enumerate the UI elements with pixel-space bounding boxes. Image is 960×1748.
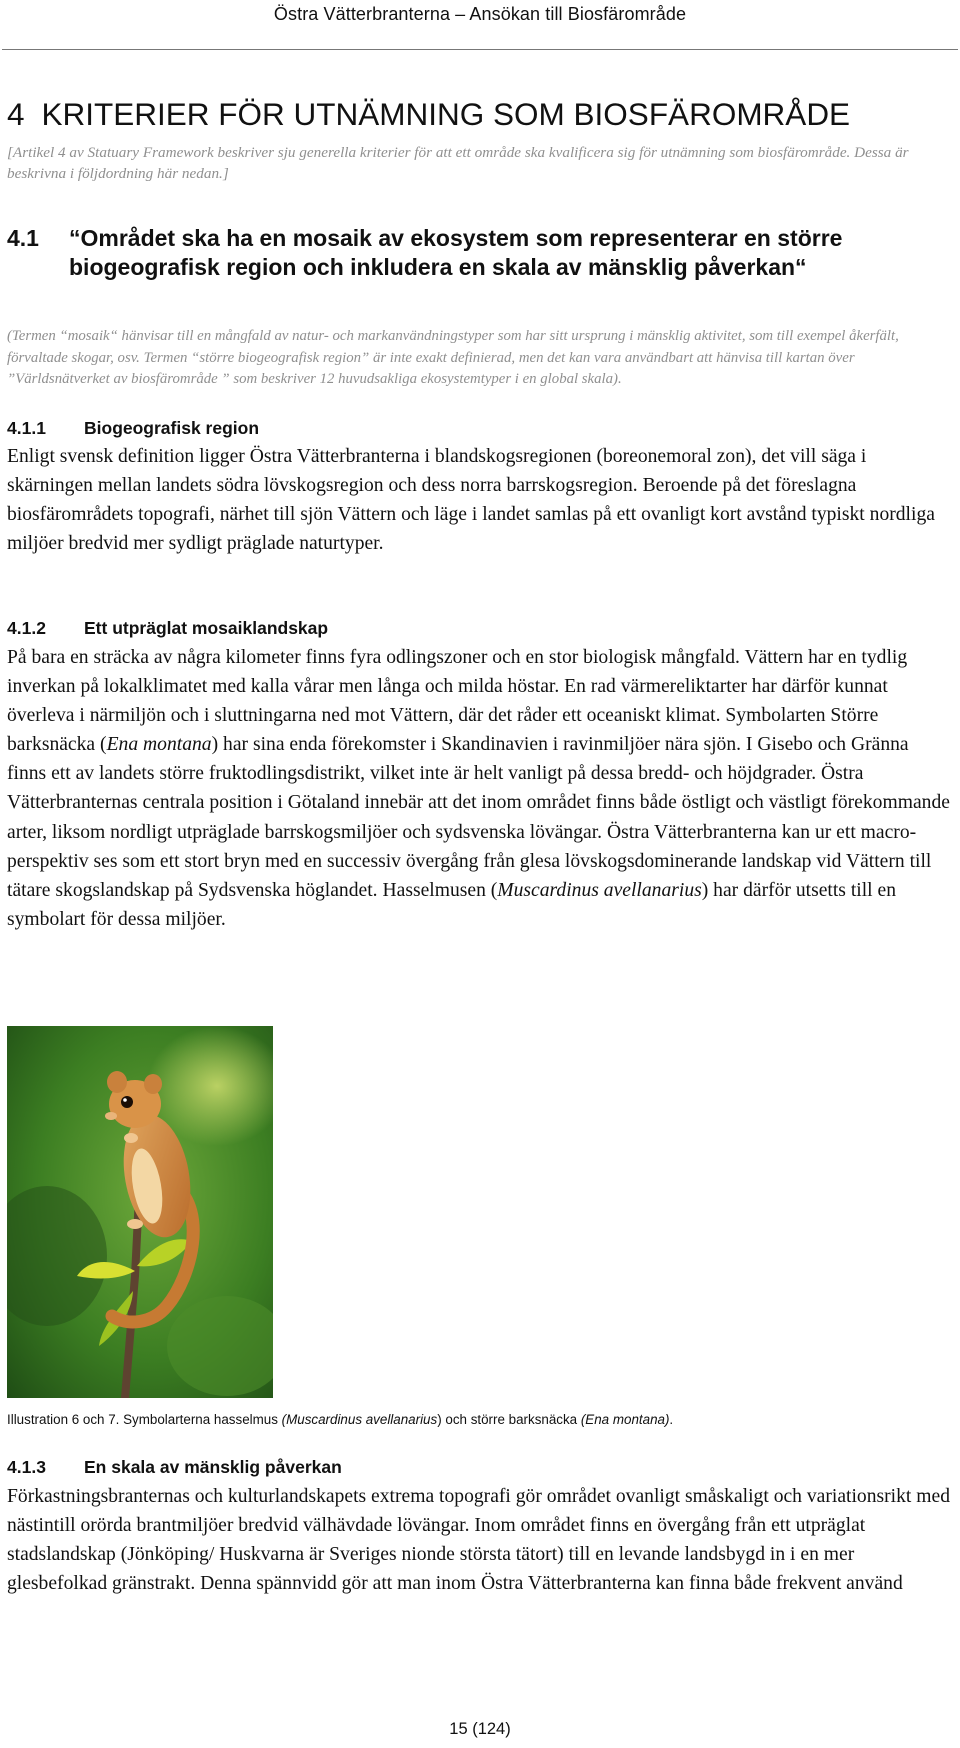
- species-name-muscardinus: Muscardinus avellanarius: [497, 879, 702, 901]
- caption-text: ) och större barksnäcka: [437, 1412, 581, 1427]
- subsection-heading-4-1-2: [7, 617, 328, 639]
- chapter-number: 4: [7, 96, 25, 132]
- caption-species: (Muscardinus avellanarius: [281, 1412, 438, 1427]
- paragraph-biogeografisk-region: Enligt svensk definition ligger Östra Vätterbranterna i blandskogsregionen (boreonemoral zon), det vill säga i skärningen mellan landets södra lövskogsregion och dess norra barrskogsregion. Beroende på det föreslagna biosfärområdets topografi, närhet till sjön Vättern och läge i landet samlas på ett ovanligt kort avstånd typiskt nordliga miljöer bredvid mer sydligt präglade naturtyper.: [7, 446, 935, 555]
- caption-text: Illustration 6 och 7. Symbolarterna hasselmus: [7, 1412, 282, 1427]
- dormouse-paw: [124, 1133, 138, 1143]
- section-note: (Termen “mosaik“ hänvisar till en mångfald av natur- och markanvändningstyper som har sitt ursprung i mänsklig aktivitet, som till exempel åkerfält, förvaltade skogar, osv. Termen “större biogeografisk region” är inte exakt definierad, men det kan vara användbart att hänvisa till kartan över ”Världsnätverket av biosfärområde ” som beskriver 12 huvudsakliga ekosystemtyper i en global skala).: [7, 328, 899, 387]
- chapter-heading: [7, 96, 850, 132]
- dormouse-eye: [121, 1096, 133, 1108]
- caption-species: (Ena montana): [580, 1412, 670, 1427]
- dormouse-paw: [127, 1219, 143, 1229]
- dormouse-ear: [144, 1074, 162, 1094]
- running-header: Östra Vätterbranterna – Ansökan till Biosfärområde: [273, 4, 687, 24]
- subsection-title: En skala av mänsklig påverkan: [84, 1457, 342, 1477]
- header-divider: [2, 49, 958, 50]
- chapter-title: KRITERIER FÖR UTNÄMNING SOM BIOSFÄROMRÅDE: [41, 96, 851, 132]
- subsection-number: 4.1.1: [7, 418, 46, 438]
- section-heading: [7, 224, 942, 282]
- dormouse-ear: [107, 1071, 127, 1093]
- paragraph-mansklig-paverkan: Förkastningsbranternas och kulturlandskapets extrema topografi gör området ovanligt småskaligt och variationsrikt med nästintill orörda brantmiljöer bredvid välhävdade lövängar. Inom området finns en övergång från ett utpräglat stadslandskap (Jönköping/ Huskvarna är Sveriges nionde största tätort) till en levande landsbygd in i en mer glesbefolkad gränstrakt. Denna spännvidd gör att man inom Östra Vätterbranterna kan finna både frekvent använd: [7, 1486, 950, 1595]
- subsection-title: Ett utpräglat mosaiklandskap: [84, 618, 329, 638]
- dormouse-snout: [105, 1112, 117, 1120]
- paragraph-segment: ) har sina enda förekomster i Skandinavien i ravinmiljöer nära sjön. I Gisebo och Gränna finns ett av landets större fruktodlingsdistrikt, vilket inte är helt vanligt på dessa bredd- och höjdgrader. Östra Vätterbranternas centrala position i Götaland innebär att det inom området finns både östligt och västligt förekommande arter, liksom nordligt utpräglade barrskogsmiljöer och sydsvenska lövängar. Östra Vätterbranterna kan ur ett macro-perspektiv ses som ett stort bryn med en successiv övergång från glesa lövskogsdominerande landskap vid Vättern till tätare skogslandskap på Sydsvenska höglandet. Hasselmusen (: [7, 734, 950, 901]
- species-name-ena-montana: Ena montana: [106, 734, 212, 756]
- eye-highlight: [123, 1098, 127, 1102]
- paragraph-segment: På bara en sträcka av några kilometer finns fyra odlingszoner och en stor biologisk mångfald. Vättern har en tydlig inverkan på lokalklimatet med kalla vårar men långa och milda höstar. En rad värmereliktarter har därför kunnat överleva i närmiljön och i sluttningarna ned mot Vättern, där det råder ett oceaniskt klimat. Symbolarten Större barksnäcka (: [7, 647, 908, 756]
- caption-text: .: [669, 1412, 674, 1427]
- subsection-number: 4.1.2: [7, 618, 46, 638]
- hazel-dormouse-photo: [7, 1026, 273, 1398]
- section-number: 4.1: [7, 225, 39, 251]
- subsection-heading-4-1-1: [7, 417, 259, 439]
- paragraph-mosaiklandskap: [7, 643, 952, 934]
- subsection-number: 4.1.3: [7, 1457, 46, 1477]
- chapter-note: [Artikel 4 av Statuary Framework beskriver sju generella kriterier för att ett område ska kvalificera sig för utnämning som biosfärområde. Dessa är beskrivna i följdordning här nedan.]: [7, 144, 909, 182]
- section-title: “Området ska ha en mosaik av ekosystem som representerar en större biogeografisk region och inkludera en skala av mänsklig påverkan“: [69, 225, 843, 280]
- subsection-title: Biogeografisk region: [84, 418, 260, 438]
- subsection-heading-4-1-3: [7, 1456, 342, 1478]
- figure-caption: [7, 1411, 673, 1429]
- paragraph-segment: ) har därför utsetts till en symbolart för dessa miljöer.: [7, 879, 896, 930]
- page-number: 15 (124): [449, 1720, 511, 1738]
